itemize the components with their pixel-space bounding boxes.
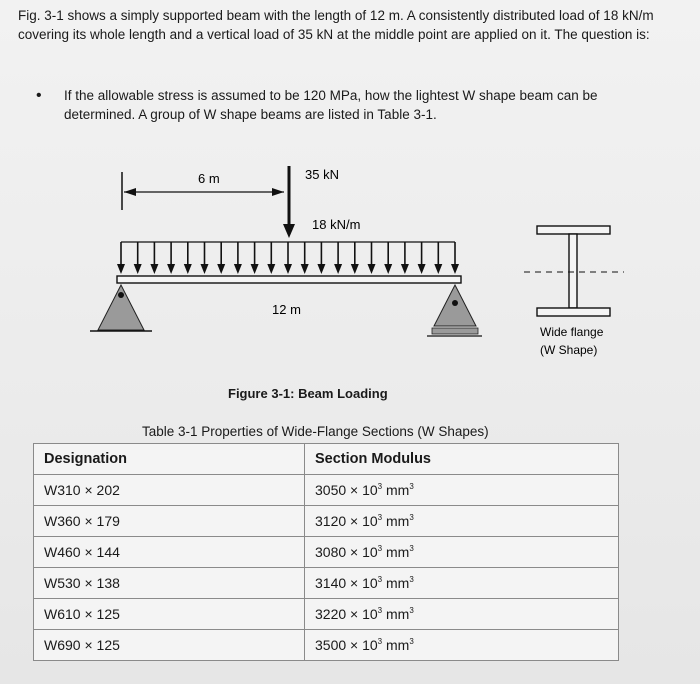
modulus-value: 3050 × 10 [315, 482, 378, 498]
distributed-load-arrow-head [418, 264, 426, 274]
dimension-arrow-left [124, 188, 136, 196]
right-pin [452, 300, 458, 306]
table-row [34, 506, 619, 537]
figure-caption: Figure 3-1: Beam Loading [228, 386, 388, 401]
exponent-mm: 3 [409, 606, 414, 615]
unit-mm: mm [386, 575, 410, 591]
unit-mm: mm [386, 606, 410, 622]
exponent-10: 3 [377, 482, 383, 491]
header-section-modulus: Section Modulus [305, 444, 619, 475]
left-pin [118, 292, 124, 298]
distributed-load-arrow-head [434, 264, 442, 274]
properties-table [33, 443, 619, 661]
problem-intro: Fig. 3-1 shows a simply supported beam with the length of 12 m. A consistently distributed load of 18 kN/m covering its whole length and a vertical load of 35 kN at the middle point are applied on it. The question is: [18, 8, 654, 42]
roller-base [432, 328, 478, 334]
distributed-load-arrow-head [301, 264, 309, 274]
distributed-load-arrow-head [184, 264, 192, 274]
exponent-mm: 3 [409, 482, 414, 491]
distributed-load-arrow-head [217, 264, 225, 274]
web [569, 234, 577, 308]
distributed-load-arrow-head [368, 264, 376, 274]
unit-mm: mm [386, 637, 410, 653]
section-modulus-cell [305, 599, 619, 630]
distributed-load-arrow-head [351, 264, 359, 274]
distributed-load-arrow-head [317, 264, 325, 274]
table-row [34, 599, 619, 630]
section-label-line2: (W Shape) [540, 343, 598, 357]
designation-cell: W530 × 138 [34, 568, 305, 599]
distributed-load-arrow-head [117, 264, 125, 274]
table-row [34, 568, 619, 599]
distributed-load-arrow-head [384, 264, 392, 274]
section-modulus-cell [305, 630, 619, 661]
distributed-load-arrow-head [251, 264, 259, 274]
exponent-10: 3 [377, 606, 383, 615]
distributed-load-arrow-head [201, 264, 209, 274]
table-row [34, 475, 619, 506]
unit-mm: mm [386, 482, 410, 498]
distributed-load-arrow-head [451, 264, 459, 274]
distributed-load-arrow-head [267, 264, 275, 274]
exponent-mm: 3 [409, 513, 414, 522]
beam [117, 276, 461, 283]
designation-cell: W360 × 179 [34, 506, 305, 537]
designation-cell: W690 × 125 [34, 630, 305, 661]
point-load-label: 35 kN [305, 167, 339, 182]
modulus-value: 3120 × 10 [315, 513, 378, 529]
modulus-value: 3500 × 10 [315, 637, 378, 653]
span-label: 12 m [272, 302, 301, 317]
designation-cell: W610 × 125 [34, 599, 305, 630]
distributed-load-arrow-head [167, 264, 175, 274]
question-text: If the allowable stress is assumed to be 120 MPa, how the lightest W shape beam can be determined. A group of W shape beams are listed in Table 3-1. [64, 88, 598, 122]
distributed-load-label: 18 kN/m [312, 217, 361, 232]
designation-cell: W310 × 202 [34, 475, 305, 506]
table-row [34, 537, 619, 568]
table-caption: Table 3-1 Properties of Wide-Flange Sections (W Shapes) [142, 424, 489, 439]
section-modulus-cell [305, 568, 619, 599]
dimension-arrow-right [272, 188, 284, 196]
section-modulus-cell [305, 475, 619, 506]
table-body [34, 475, 619, 661]
point-load-arrow-head [283, 224, 295, 238]
exponent-10: 3 [377, 513, 383, 522]
dimension-label: 6 m [198, 171, 220, 186]
distributed-load-arrow-head [234, 264, 242, 274]
unit-mm: mm [386, 544, 410, 560]
bullet-dot: • [36, 87, 42, 104]
exponent-mm: 3 [409, 575, 414, 584]
distributed-load-arrow-head [401, 264, 409, 274]
modulus-value: 3220 × 10 [315, 606, 378, 622]
exponent-mm: 3 [409, 544, 414, 553]
distributed-load-arrow-head [134, 264, 142, 274]
distributed-load-arrows [117, 242, 459, 274]
header-designation: Designation [34, 444, 305, 475]
exponent-mm: 3 [409, 637, 414, 646]
distributed-load-arrow-head [150, 264, 158, 274]
table-row [34, 630, 619, 661]
bottom-flange [537, 308, 610, 316]
table-header-row [34, 444, 619, 475]
section-modulus-cell [305, 506, 619, 537]
section-modulus-cell [305, 537, 619, 568]
distributed-load-arrow-head [284, 264, 292, 274]
beam-loading-figure [0, 150, 700, 386]
exponent-10: 3 [377, 544, 383, 553]
distributed-load-arrow-head [334, 264, 342, 274]
modulus-value: 3080 × 10 [315, 544, 378, 560]
exponent-10: 3 [377, 575, 383, 584]
top-flange [537, 226, 610, 234]
left-pin-support [98, 285, 144, 330]
unit-mm: mm [386, 513, 410, 529]
designation-cell: W460 × 144 [34, 537, 305, 568]
section-label-line1: Wide flange [540, 325, 604, 339]
modulus-value: 3140 × 10 [315, 575, 378, 591]
exponent-10: 3 [377, 637, 383, 646]
